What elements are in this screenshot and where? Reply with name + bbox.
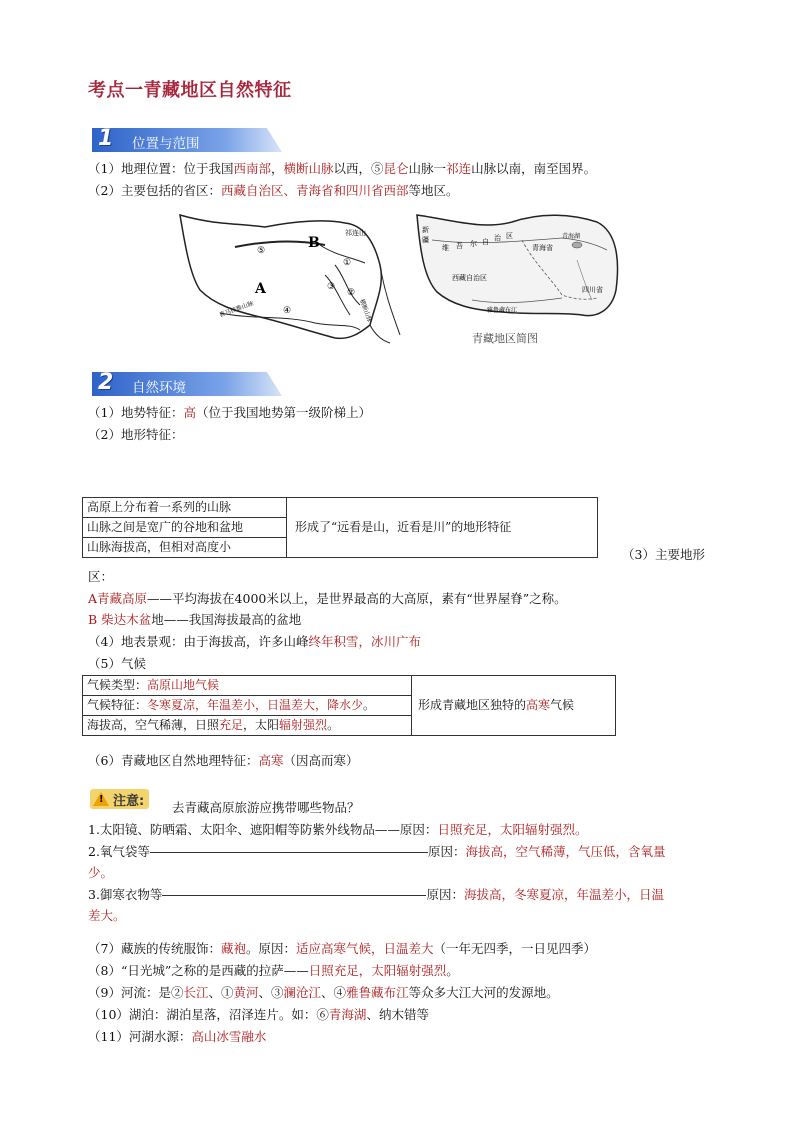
map-label: ② bbox=[347, 288, 356, 298]
climate-result: 形成青藏地区独特的高寒气候 bbox=[412, 676, 616, 736]
location-line-1: （1）地理位置：位于我国西南部，横断山脉以西，⑤昆仑山脉一祁连山脉以南，南至国界。 bbox=[88, 161, 597, 176]
map-label: 横断山脉 bbox=[358, 298, 373, 324]
fact-lhasa: （8）“日光城”之称的是西藏的拉萨——日照充足，太阳辐射强烈。 bbox=[88, 963, 459, 978]
map-label: 维 bbox=[442, 244, 449, 252]
fact-costume: （7）藏族的传统服饰：藏袍。原因：适应高寒气候，日温差大（一年无四季，一日见四季） bbox=[88, 941, 597, 956]
map-label: 吾 bbox=[456, 242, 463, 250]
terrain-row: 山脉海拔高，但相对高度小 bbox=[83, 538, 287, 558]
surface-landscape: （4）地表景观：由于海拔高，许多山峰终年积雪，冰川广布 bbox=[88, 634, 421, 649]
page-title: 考点一青藏地区自然特征 bbox=[88, 80, 292, 101]
map-label: 雅鲁藏布江 bbox=[487, 307, 518, 314]
map-label: 区 bbox=[506, 232, 513, 240]
map-label: 西藏自治区 bbox=[452, 274, 487, 282]
note-item-3: 3.御寒衣物等 原因：海拔高，冬寒夏凉，年温差小，日温 bbox=[88, 887, 664, 902]
map-label: ④ bbox=[283, 306, 292, 316]
map-label: 祁连山 bbox=[345, 229, 366, 237]
map-label: ① bbox=[343, 258, 352, 268]
fact-lakes: （10）湖泊：湖泊星落，沼泽连片。如：⑥青海湖、纳木错等 bbox=[88, 1007, 429, 1022]
note-badge: ! 注意: bbox=[90, 789, 149, 809]
map-label: 自 bbox=[482, 238, 489, 246]
climate-cause: 海拔高，空气稀薄，日照充足，太阳辐射强烈。 bbox=[83, 716, 412, 736]
map-caption: 青藏地区简图 bbox=[472, 332, 538, 345]
note-item-3-cont: 差大。 bbox=[88, 908, 126, 923]
landform-heading-cont: 区： bbox=[88, 569, 114, 584]
landform-a: A青藏高原——平均海拔在4000米以上，是世界最高的大高原，素有“世界屋脊”之称。 bbox=[88, 591, 567, 606]
section-banner-environment bbox=[92, 372, 282, 396]
section-number: 2 bbox=[98, 370, 114, 395]
note-item-1: 1.太阳镜、防晒霜、太阳伞、遮阳帽等防紫外线物品——原因：日照充足，太阳辐射强烈。 bbox=[88, 822, 588, 837]
terrain-height-line: （1）地势特征：高（位于我国地势第一级阶梯上） bbox=[88, 405, 371, 420]
map-label: 青海湖 bbox=[562, 233, 581, 240]
qingzang-outline-map bbox=[175, 205, 405, 345]
section-label: 位置与范围 bbox=[132, 136, 200, 152]
climate-table bbox=[82, 675, 616, 736]
section-number: 1 bbox=[98, 126, 114, 151]
terrain-row: 山脉之间是宽广的谷地和盆地 bbox=[83, 518, 287, 538]
warning-icon: ! bbox=[93, 792, 109, 806]
climate-heading: （5）气候 bbox=[88, 656, 146, 671]
landform-heading: （3）主要地形 bbox=[622, 547, 705, 562]
section-label: 自然环境 bbox=[132, 380, 186, 396]
fact-rivers: （9）河流：是②长江、①黄河、③澜沧江、④雅鲁藏布江等众多大江大河的发源地。 bbox=[88, 985, 559, 1000]
location-line-2: （2）主要包括的省区：西藏自治区、青海省和四川省西部等地区。 bbox=[88, 183, 459, 198]
map-label: 尔 bbox=[470, 240, 477, 248]
climate-type: 气候类型：高原山地气候 bbox=[83, 676, 412, 696]
map-label: 喜马拉雅山脉 bbox=[218, 299, 255, 319]
terrain-row: 高原上分布着一系列的山脉 bbox=[83, 498, 287, 518]
note-item-2-cont: 少。 bbox=[88, 865, 114, 880]
note-item-2: 2.氧气袋等 原因：海拔高，空气稀薄，气压低，含氧量 bbox=[88, 844, 666, 859]
map-label: 四川省 bbox=[582, 286, 603, 294]
landform-b: B 柴达木盆地——我国海拔最高的盆地 bbox=[88, 612, 302, 627]
map-label: ③ bbox=[327, 282, 336, 292]
geo-feature-line: （6）青藏地区自然地理特征：高寒（因高而寒） bbox=[88, 753, 359, 768]
note-question: 去青藏高原旅游应携带哪些物品？ bbox=[172, 800, 360, 815]
terrain-feature-heading: （2）地形特征： bbox=[88, 427, 184, 442]
section-banner-location bbox=[92, 128, 282, 152]
terrain-table bbox=[82, 497, 598, 558]
climate-feature: 气候特征：冬寒夏凉，年温差小，日温差大，降水少。 bbox=[83, 696, 412, 716]
map-label: ⑤ bbox=[257, 246, 266, 256]
qingzang-region-map bbox=[412, 200, 622, 350]
map-label: 治 bbox=[494, 234, 501, 242]
map-label: A bbox=[255, 281, 266, 297]
terrain-result: 形成了“远看是山，近看是川”的地形特征 bbox=[287, 498, 598, 558]
map-label: 新 bbox=[422, 226, 429, 234]
fact-water-source: （11）河湖水源：高山冰雪融水 bbox=[88, 1029, 267, 1044]
map-label: B bbox=[308, 235, 320, 251]
map-label: 青海省 bbox=[532, 244, 553, 252]
map-label: 疆 bbox=[422, 236, 429, 244]
